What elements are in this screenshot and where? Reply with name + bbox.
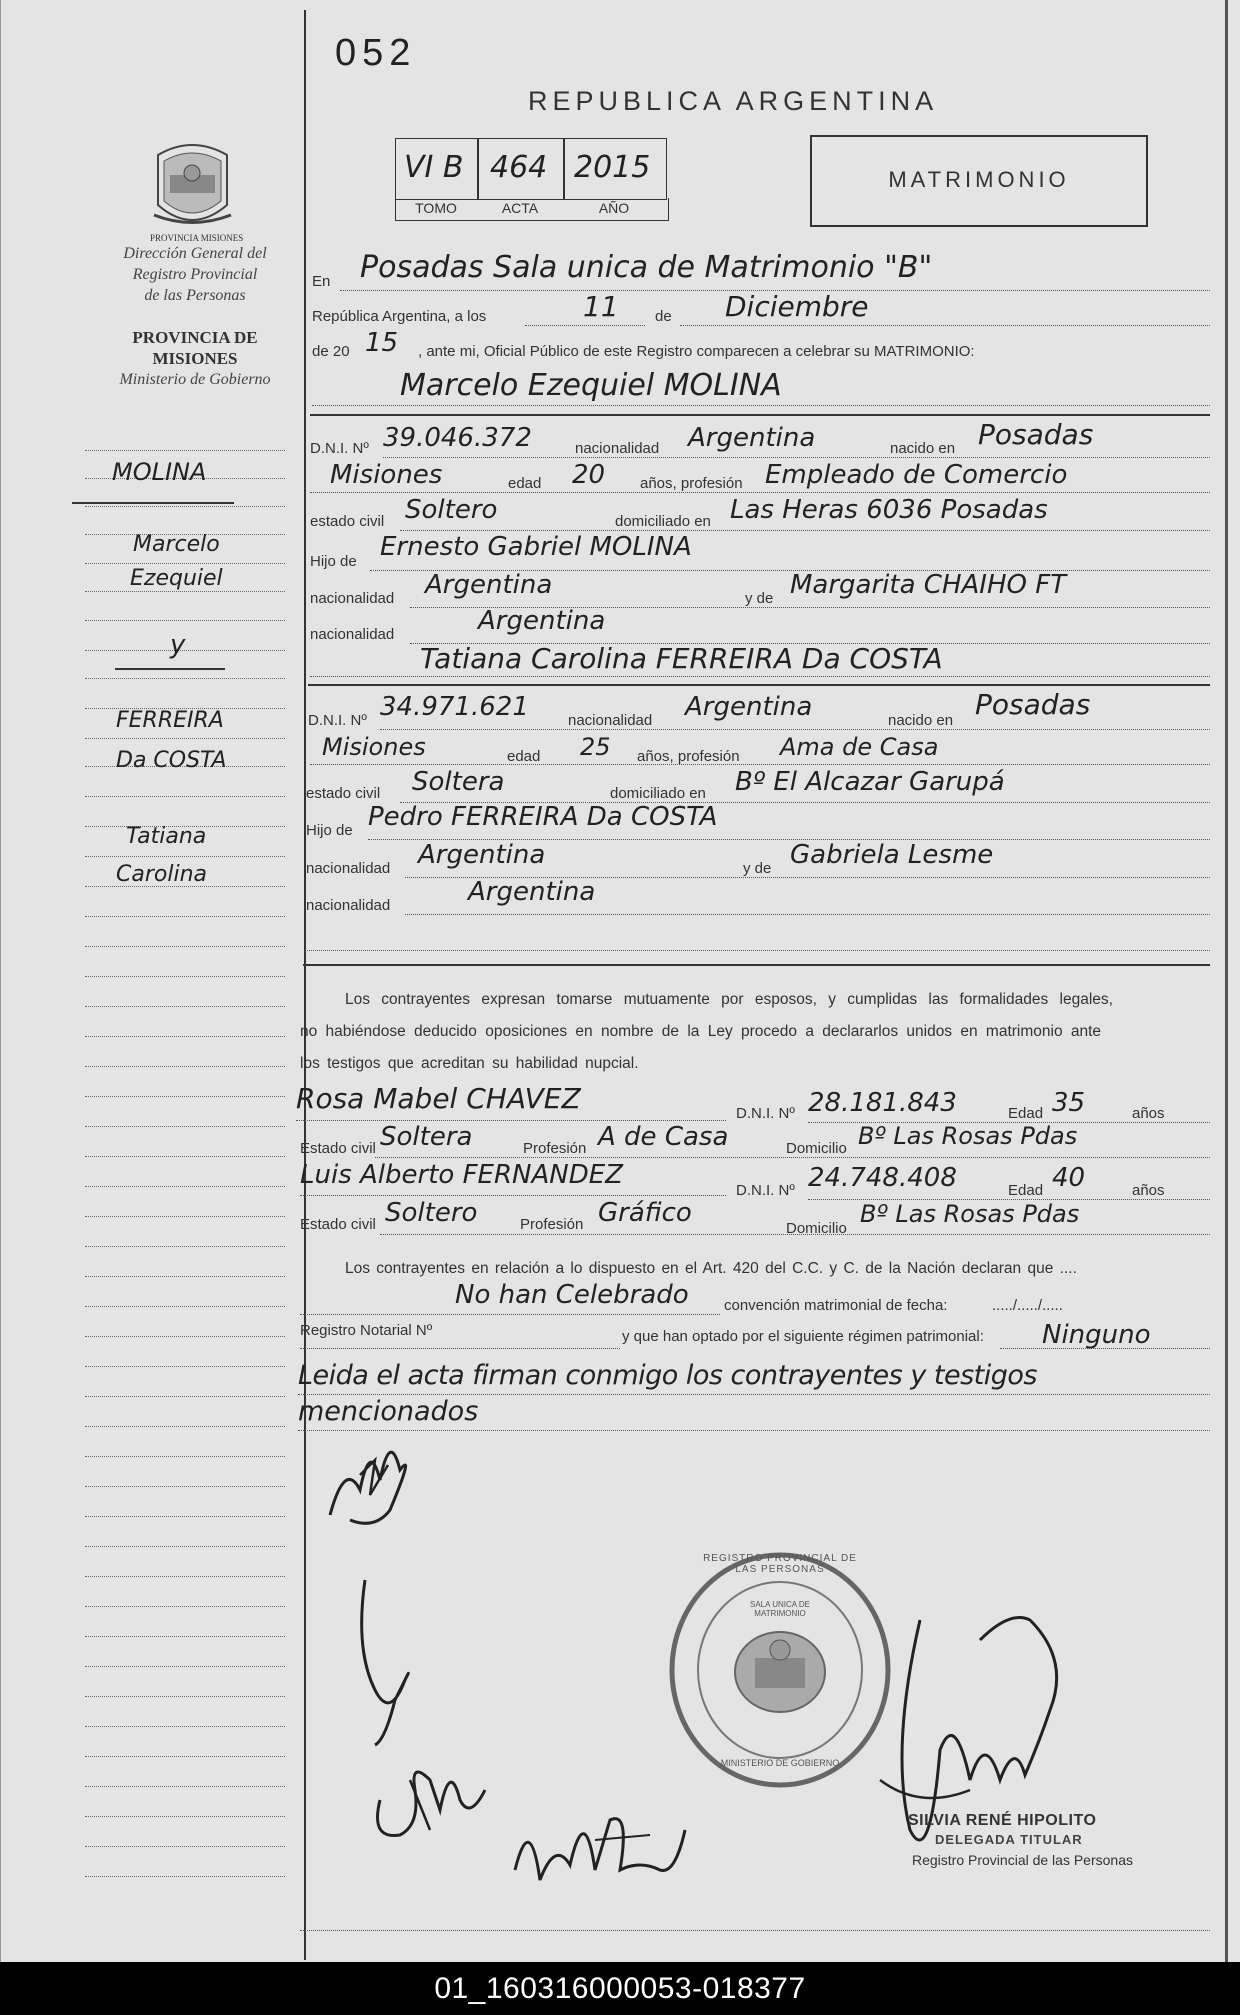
closing-line-1: Leida el acta firman conmigo los contrayentes y testigos — [298, 1360, 1037, 1391]
margin-underline — [115, 668, 225, 670]
acta-label: ACTA — [501, 200, 539, 216]
year-suffix: 15 — [365, 328, 399, 358]
footer-code: 01_160316000053-018377 — [0, 1962, 1240, 2015]
stamp-ring-text: REGISTRO PROVINCIAL DE LAS PERSONAS — [703, 1553, 857, 1575]
record-type-title: MATRIMONIO — [888, 167, 1070, 192]
bride-dni: 34.971.621 — [380, 692, 529, 722]
official-name: SILVIA RENÉ HIPOLITO — [908, 1812, 1097, 1829]
bride-mother-nac-label: nacionalidad — [306, 897, 391, 914]
regime-line-1: Los contrayentes en relación a lo dispuesto en el Art. 420 del C.C. y C. de la Nación declaran que .... — [345, 1260, 1077, 1277]
margin-given-2b: Carolina — [116, 862, 207, 887]
witness1-profesion: A de Casa — [598, 1122, 729, 1152]
margin-surname-2b: Da COSTA — [116, 748, 227, 773]
witness2-estado: Soltero — [385, 1198, 478, 1228]
groom-mother: Margarita CHAIHO FT — [790, 570, 1067, 600]
institution-line-2: Registro Provincial — [132, 266, 258, 283]
witness1-estado-label: Estado civil — [300, 1140, 376, 1157]
groom-father-nac: Argentina — [425, 570, 553, 600]
stamp-bottom-text: MINISTERIO DE GOBIERNO — [720, 1758, 840, 1768]
ministry-label: Ministerio de Gobierno — [119, 371, 271, 388]
witness2-profesion: Gráfico — [598, 1198, 692, 1228]
tomo-value: VI B — [404, 150, 464, 185]
stamp-inner-text: SALA UNICA DE MATRIMONIO — [749, 1600, 811, 1618]
regime-label: y que han optado por el siguiente régimen patrimonial: — [622, 1328, 984, 1345]
margin-surname-2a: FERREIRA — [116, 708, 224, 733]
witness1-dni-label: D.N.I. Nº — [736, 1105, 795, 1122]
institution-line-1: Dirección General del — [123, 245, 267, 262]
witness2-edad: 40 — [1052, 1163, 1086, 1193]
bride-estado-label: estado civil — [306, 785, 381, 802]
witness2-dni-label: D.N.I. Nº — [736, 1182, 795, 1199]
witness1-edad-label: Edad — [1008, 1105, 1044, 1122]
witness1-edad: 35 — [1052, 1088, 1086, 1118]
acta-value: 464 — [490, 150, 548, 185]
day-value: 11 — [583, 290, 619, 323]
groom-hijo-label: Hijo de — [310, 553, 357, 570]
left-page-border — [0, 0, 1, 1962]
groom-estado-label: estado civil — [310, 513, 385, 530]
witness2-estado-label: Estado civil — [300, 1216, 376, 1233]
groom-nac-label: nacionalidad — [575, 440, 660, 457]
anio-value: 2015 — [574, 150, 651, 185]
bride-mother: Gabriela Lesme — [790, 840, 994, 870]
witness1-estado: Soltera — [380, 1122, 473, 1152]
margin-and: y — [170, 630, 186, 660]
convention-value: No han Celebrado — [455, 1280, 689, 1310]
groom-mother-nac: Argentina — [478, 606, 606, 636]
groom-edad: 20 — [572, 460, 606, 490]
bride-dni-label: D.N.I. Nº — [308, 712, 367, 729]
de-label: de — [655, 308, 672, 325]
groom-father: Ernesto Gabriel MOLINA — [380, 532, 692, 562]
bride-father-nac: Argentina — [418, 840, 546, 870]
province-seal-icon — [150, 135, 235, 235]
bride-signature-icon — [345, 1570, 425, 1750]
witness2-signature-icon — [500, 1780, 700, 1900]
margin-given-1a: Marcelo — [133, 532, 220, 557]
witness1-signature-icon — [360, 1740, 500, 1850]
witness2-domicilio-label: Domicilio — [786, 1220, 847, 1237]
witness2-edad-label: Edad — [1008, 1182, 1044, 1199]
official-title: DELEGADA TITULAR — [935, 1832, 1083, 1847]
groom-edad-label: edad — [508, 475, 542, 492]
groom-estado: Soltero — [405, 495, 498, 525]
groom-dni: 39.046.372 — [383, 423, 532, 453]
witness2-anios-label: años — [1132, 1182, 1165, 1199]
bride-domicilio: Bº El Alcazar Garupá — [735, 767, 1005, 797]
bride-mother-nac: Argentina — [468, 877, 596, 907]
bride-birthplace-cont: Misiones — [322, 733, 426, 761]
groom-nacido-label: nacido en — [890, 440, 956, 457]
witness2-name: Luis Alberto FERNANDEZ — [300, 1160, 623, 1190]
groom-signature-icon — [320, 1420, 430, 1530]
bride-edad-label: edad — [507, 748, 541, 765]
groom-father-nac-label: nacionalidad — [310, 590, 395, 607]
month-value: Diciembre — [725, 290, 869, 323]
bride-name: Tatiana Carolina FERREIRA Da COSTA — [420, 642, 943, 675]
witness1-dni: 28.181.843 — [808, 1088, 957, 1118]
bride-yde-label: y de — [743, 860, 772, 877]
bride-father: Pedro FERREIRA Da COSTA — [368, 802, 718, 832]
margin-given-2a: Tatiana — [126, 824, 207, 849]
notarial-label: Registro Notarial Nº — [300, 1322, 433, 1339]
margin-surname-1: MOLINA — [112, 458, 207, 486]
bride-nac-label: nacionalidad — [568, 712, 653, 729]
bride-estado: Soltera — [412, 767, 505, 797]
closing-line-2: mencionados — [298, 1396, 479, 1427]
groom-birthplace-cont: Misiones — [330, 460, 443, 490]
witness1-profesion-label: Profesión — [523, 1140, 587, 1157]
bride-nacionalidad: Argentina — [685, 692, 813, 722]
groom-nacionalidad: Argentina — [688, 423, 816, 453]
anio-label: AÑO — [598, 200, 630, 216]
witness1-domicilio: Bº Las Rosas Pdas — [858, 1122, 1078, 1150]
year-prefix: de 20 — [312, 343, 350, 360]
witness1-domicilio-label: Domicilio — [786, 1140, 847, 1157]
seal-caption: PROVINCIA MISIONES — [150, 233, 244, 243]
en-label: En — [312, 273, 331, 290]
bride-profesion: Ama de Casa — [780, 733, 939, 761]
groom-yde-label: y de — [745, 590, 774, 607]
republic-label: República Argentina, a los — [312, 308, 487, 325]
bride-father-nac-label: nacionalidad — [306, 860, 391, 877]
bride-domicilio-label: domiciliado en — [610, 785, 706, 802]
declaration-line-3: los testigos que acreditan su habilidad nupcial. — [300, 1055, 639, 1072]
bride-hijo-label: Hijo de — [306, 822, 353, 839]
bride-birthplace: Posadas — [975, 688, 1091, 721]
regime-value: Ninguno — [1042, 1320, 1151, 1350]
declaration-line-2: no habiéndose deducido oposiciones en nombre de la Ley procedo a declararlos unidos en matrimonio ante — [300, 1023, 1102, 1040]
groom-domicilio-label: domiciliado en — [615, 513, 711, 530]
intro-statement: , ante mi, Oficial Público de este Registro comparecen a celebrar su MATRIMONIO: — [418, 343, 975, 360]
groom-name: Marcelo Ezequiel MOLINA — [400, 368, 782, 403]
convention-date-blank: ...../...../..... — [992, 1297, 1063, 1314]
witness1-anios-label: años — [1132, 1105, 1165, 1122]
margin-underline — [72, 502, 234, 504]
bride-anios-label: años, profesión — [637, 748, 740, 765]
witness1-name: Rosa Mabel CHAVEZ — [296, 1082, 581, 1115]
institution-line-3: de las Personas — [144, 287, 246, 304]
convention-label: convención matrimonial de fecha: — [724, 1297, 948, 1314]
page-number: 052 — [335, 32, 417, 74]
groom-anios-label: años, profesión — [640, 475, 743, 492]
right-page-border — [1225, 0, 1228, 1962]
tomo-label: TOMO — [415, 200, 457, 216]
province-line-1: PROVINCIA DE — [132, 328, 258, 347]
groom-birthplace: Posadas — [978, 418, 1094, 451]
bride-nacido-label: nacido en — [888, 712, 954, 729]
province-line-2: MISIONES — [152, 349, 238, 368]
place-value: Posadas Sala unica de Matrimonio "B" — [360, 250, 933, 285]
margin-given-1b: Ezequiel — [130, 566, 223, 591]
country-heading: REPUBLICA ARGENTINA — [528, 86, 939, 116]
groom-dni-label: D.N.I. Nº — [310, 440, 369, 457]
margin-divider — [304, 10, 306, 1960]
bride-edad: 25 — [580, 733, 611, 761]
witness2-dni: 24.748.408 — [808, 1163, 957, 1193]
groom-mother-nac-label: nacionalidad — [310, 626, 395, 643]
official-office: Registro Provincial de las Personas — [912, 1852, 1133, 1868]
declaration-line-1: Los contrayentes expresan tomarse mutuamente por esposos, y cumplidas las formalidades legales, — [345, 991, 1113, 1008]
witness2-domicilio: Bº Las Rosas Pdas — [860, 1200, 1080, 1228]
witness2-profesion-label: Profesión — [520, 1216, 584, 1233]
groom-profesion: Empleado de Comercio — [765, 460, 1068, 490]
groom-domicilio: Las Heras 6036 Posadas — [730, 495, 1048, 525]
